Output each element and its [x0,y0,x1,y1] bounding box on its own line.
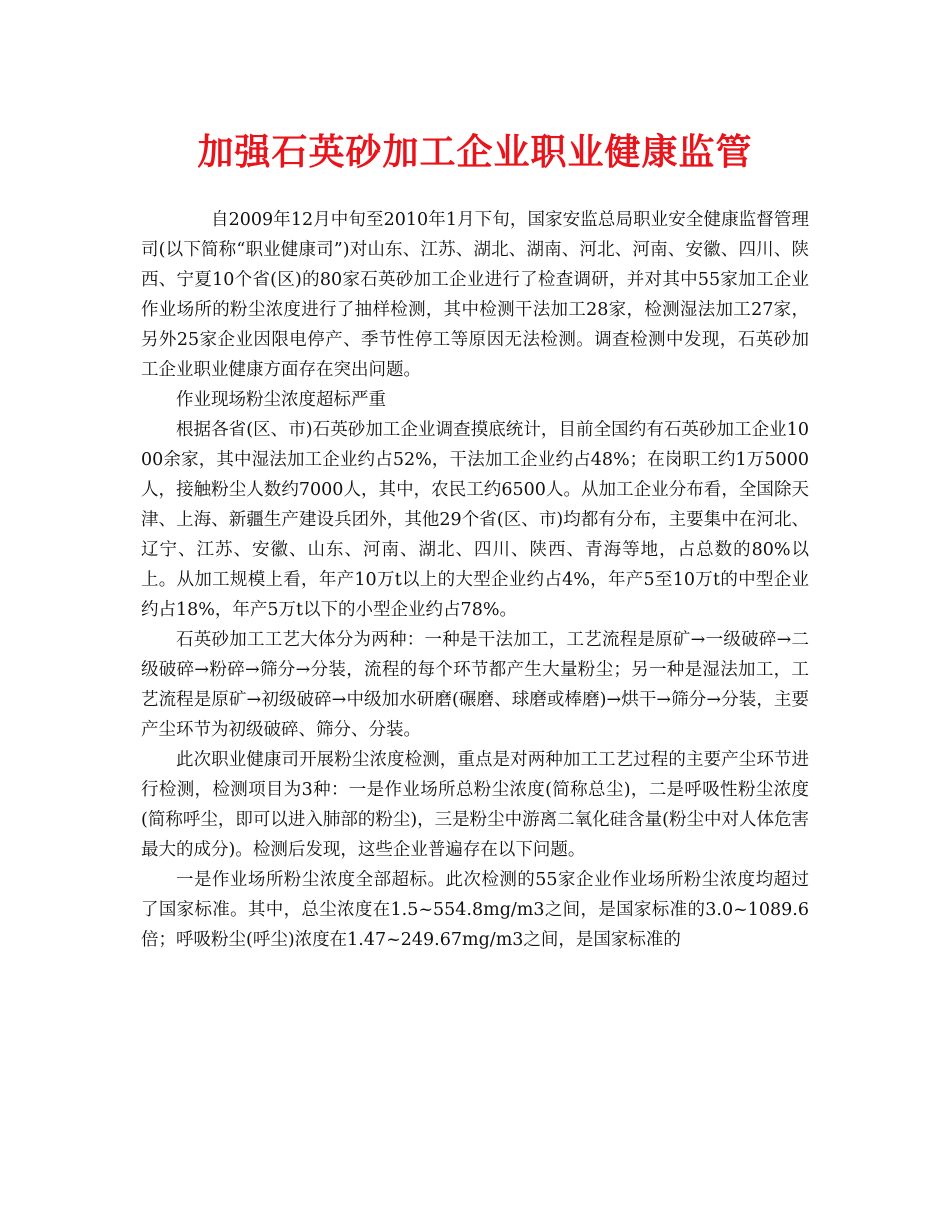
paragraph-problem-one: 一是作业场所粉尘浓度全部超标。此次检测的55家企业作业场所粉尘浓度均超过了国家标准。其中，总尘浓度在1.5~554.8mg/m3之间，是国家标准的3.0~1089.6倍；呼吸粉尘(呼尘)浓度在1.47~249.67mg/m3之间，是国家标准的 [141,870,809,950]
document-body [141,205,809,955]
paragraph-industry-stats: 根据各省(区、市)石英砂加工企业调查摸底统计，目前全国约有石英砂加工企业1000余家，其中湿法加工企业约占52%，干法加工企业约占48%；在岗职工约1万5000人，接触粉尘人数约7000人，其中，农民工约6500人。从加工企业分布看，全国除天津、上海、新疆生产建设兵团外，其他29个省(区、市)均都有分布，主要集中在河北、辽宁、江苏、安徽、山东、河南、湖北、四川、陕西、青海等地，占总数的80%以上。从加工规模上看，年产10万t以上的大型企业约占4%，年产5至10万t的中型企业约占18%，年产5万t以下的小型企业约占78%。 [141,420,809,620]
paragraph-detection: 此次职业健康司开展粉尘浓度检测，重点是对两种加工工艺过程的主要产尘环节进行检测，检测项目为3种：一是作业场所总粉尘浓度(简称总尘)，二是呼吸性粉尘浓度(简称呼尘，即可以进入肺部的粉尘)，三是粉尘中游离二氧化硅含量(粉尘中对人体危害最大的成分)。检测后发现，这些企业普遍存在以下问题。 [141,750,809,860]
paragraph-intro: 自2009年12月中旬至2010年1月下旬，国家安监总局职业安全健康监督管理司(以下简称“职业健康司”)对山东、江苏、湖北、湖南、河北、河南、安徽、四川、陕西、宁夏10个省(区)的80家石英砂加工企业进行了检查调研，并对其中55家加工企业作业场所的粉尘浓度进行了抽样检测，其中检测干法加工28家，检测湿法加工27家，另外25家企业因限电停产、季节性停工等原因无法检测。调查检测中发现，石英砂加工企业职业健康方面存在突出问题。 [141,210,809,380]
section-heading-dust: 作业现场粉尘浓度超标严重 [176,390,386,410]
paragraph-process: 石英砂加工工艺大体分为两种：一种是干法加工，工艺流程是原矿→一级破碎→二级破碎→粉碎→筛分→分装，流程的每个环节都产生大量粉尘；另一种是湿法加工，工艺流程是原矿→初级破碎→中级加水研磨(碾磨、球磨或棒磨)→烘干→筛分→分装，主要产尘环节为初级破碎、筛分、分装。 [141,630,809,740]
document-title: 加强石英砂加工企业职业健康监管 [197,131,753,173]
